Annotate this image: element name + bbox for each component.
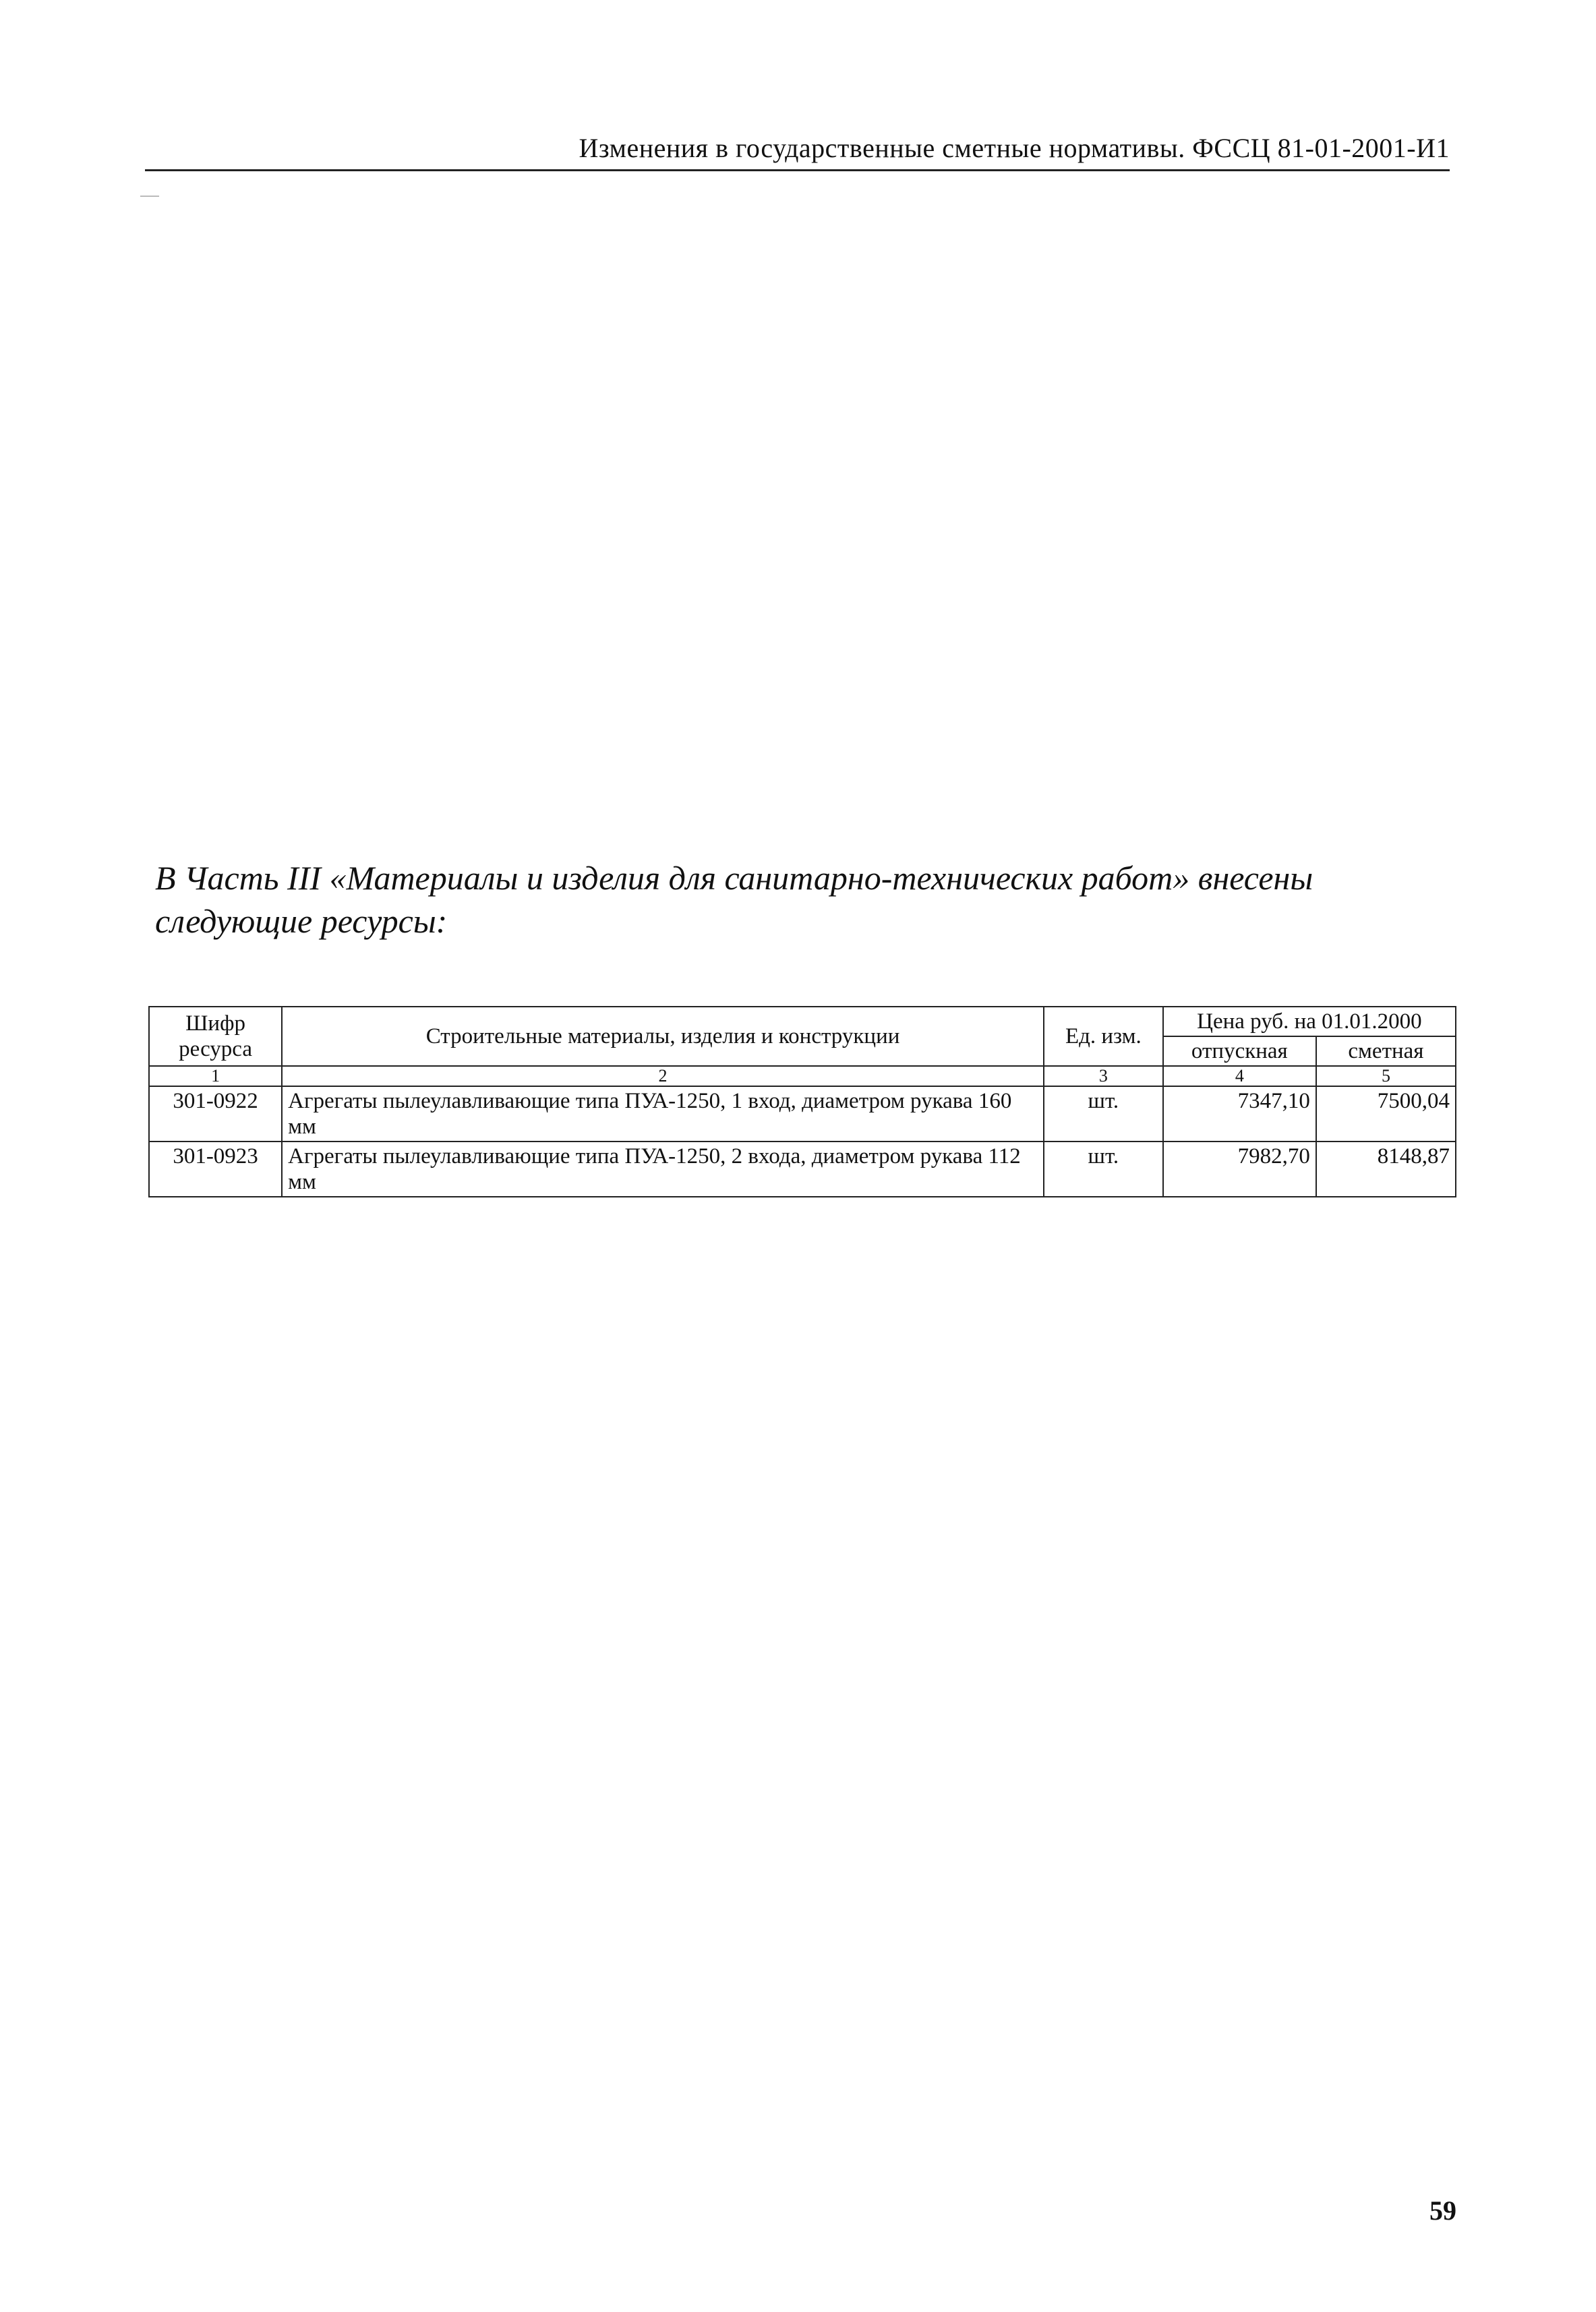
column-number: 3	[1044, 1066, 1163, 1086]
column-number: 1	[149, 1066, 282, 1086]
table-header-row	[149, 1007, 1456, 1036]
column-number: 2	[282, 1066, 1044, 1086]
resource-name: Агрегаты пылеулавливающие типа ПУА-1250, 1 вход, диаметром рукава 160 мм	[282, 1086, 1044, 1142]
header-name: Строительные материалы, изделия и конструкции	[282, 1007, 1044, 1066]
price-release: 7982,70	[1163, 1142, 1316, 1197]
resource-name: Агрегаты пылеулавливающие типа ПУА-1250, 2 входа, диаметром рукава 112 мм	[282, 1142, 1044, 1197]
price-release: 7347,10	[1163, 1086, 1316, 1142]
price-estimate: 8148,87	[1316, 1142, 1456, 1197]
scan-mark	[140, 196, 159, 197]
column-number: 5	[1316, 1066, 1456, 1086]
table-row	[149, 1086, 1456, 1142]
resource-unit: шт.	[1044, 1086, 1163, 1142]
header-unit: Ед. изм.	[1044, 1007, 1163, 1066]
table-row	[149, 1142, 1456, 1197]
running-header: Изменения в государственные сметные нормативы. ФССЦ 81-01-2001-И1	[145, 132, 1450, 171]
resource-code: 301-0923	[149, 1142, 282, 1197]
column-number: 4	[1163, 1066, 1316, 1086]
header-price-group: Цена руб. на 01.01.2000	[1163, 1007, 1456, 1036]
header-price-release: отпускная	[1163, 1036, 1316, 1066]
page-number: 59	[1429, 2195, 1456, 2226]
header-price-estimate: сметная	[1316, 1036, 1456, 1066]
resource-code: 301-0922	[149, 1086, 282, 1142]
intro-paragraph: В Часть III «Материалы и изделия для санитарно-технических работ» внесены следующие ресурсы:	[155, 859, 1313, 940]
resource-unit: шт.	[1044, 1142, 1163, 1197]
header-code: Шифр ресурса	[149, 1007, 282, 1066]
column-number-row	[149, 1066, 1456, 1086]
price-estimate: 7500,04	[1316, 1086, 1456, 1142]
resources-table	[148, 1006, 1456, 1197]
